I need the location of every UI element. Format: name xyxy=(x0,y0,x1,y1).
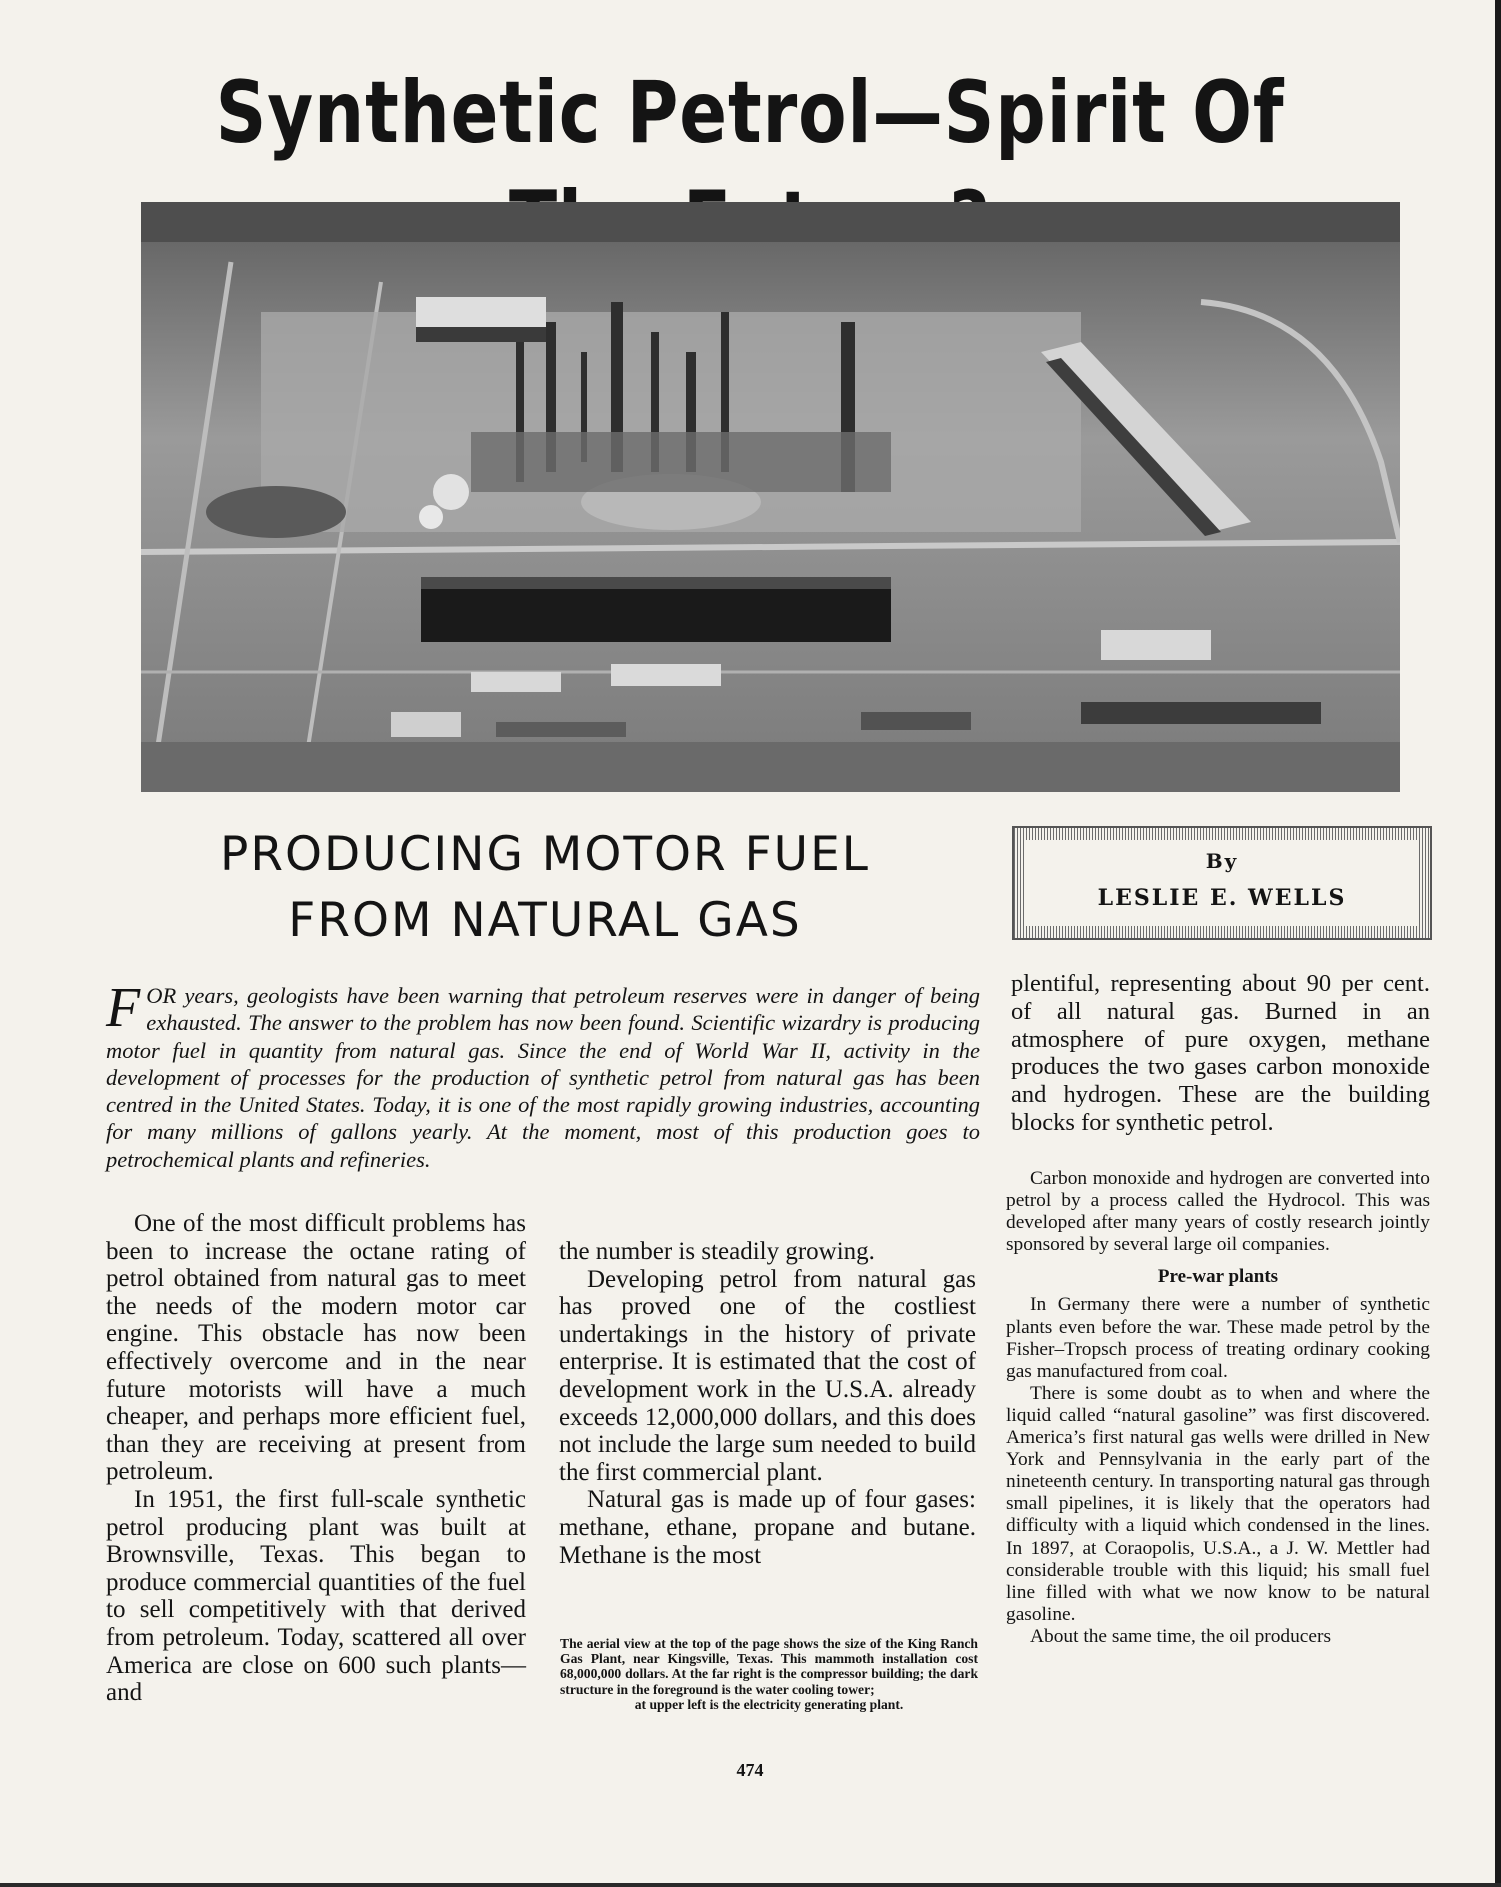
caption-last-line: at upper left is the electricity generating plant. xyxy=(634,1696,904,1712)
column-right-small xyxy=(1006,1168,1430,1648)
byline-inner xyxy=(1026,840,1418,926)
column-right-large xyxy=(1011,970,1430,1137)
headline xyxy=(110,822,980,954)
aerial-photo-illustration xyxy=(141,202,1400,792)
column-middle xyxy=(559,1238,976,1569)
caption-text: The aerial view at the top of the page shows the size of the King Ranch Gas Plant, near Kingsville, Texas. This mammoth installation cost 68,000,000 dollars. At the far right is the compressor building; the dark structure in the foreground is the water cooling tower; xyxy=(560,1636,978,1697)
byline-box xyxy=(1012,826,1432,940)
headline-line-2: FROM NATURAL GAS xyxy=(288,893,802,948)
column-left-paragraph: One of the most difficult problems has been to increase the octane rating of petrol obtained from natural gas to meet the needs of the modern motor car engine. This obstacle has now been effectively overcome and in the near future motorists will have a much cheaper, and perhaps more efficient fuel, than they are receiving at present from petroleum. xyxy=(106,1210,526,1486)
aerial-photo xyxy=(141,202,1400,792)
page-number: 474 xyxy=(736,1760,764,1780)
column-middle-paragraph: Developing petrol from natural gas has proved one of the costliest undertakings in the history of private enterprise. It is estimated that the cost of development work in the U.S.A. already exceeds 12,000,000 dollars, and this does not include the large sum needed to build the first commercial plant. xyxy=(559,1265,976,1486)
column-right-paragraph: Carbon monoxide and hydrogen are converted into petrol by a process called the Hydrocol. This was developed after many years of costly research jointly sponsored by several large oil companies. xyxy=(1006,1168,1430,1256)
column-left-paragraph: In 1951, the first full-scale synthetic petrol producing plant was built at Brownsville, Texas. This began to produce commercial quantities of the fuel to sell competitively with that derived from petroleum. Today, scattered all over America are close on 600 such plants—and xyxy=(106,1485,526,1707)
column-middle-paragraph: Natural gas is made up of four gases: methane, ethane, propane and butane. Methane is the most xyxy=(559,1486,976,1569)
byline-author: LESLIE E. WELLS xyxy=(1097,885,1347,911)
intro-paragraph xyxy=(106,977,980,1173)
column-right-paragraph: There is some doubt as to when and where the liquid called “natural gasoline” was first discovered. America’s first natural gas wells were drilled in New York and Pennsylvania in the early part of the nineteenth century. In transporting natural gas through small pipelines, it is likely that the operators had difficulty with a liquid which condensed in the lines. In 1897, at Coraopolis, U.S.A., a J. W. Mettler had considerable trouble with this liquid; his small fuel line filled with what we now know to be natural gasoline. xyxy=(1006,1382,1430,1625)
column-right-paragraph: About the same time, the oil producers xyxy=(1030,1625,1332,1647)
byline-by: By xyxy=(1205,849,1239,873)
intro-text: OR years, geologists have been warning that petroleum reserves were in danger of being exhausted. The answer to the problem has now been found. Scientific wizardry is producing motor fuel in quantity from natural gas. Since the end of World War II, activity in the development of processes for the production of synthetic petrol from natural gas has been centred in the United States. Today, it is one of the most rapidly growing industries, accounting for many millions of gallons yearly. At the moment, most of this production goes to petrochemical plants and refineries. xyxy=(106,983,980,1172)
page-edge xyxy=(1495,0,1501,1887)
page-title: Synthetic Petrol—Spirit Of xyxy=(215,63,1285,163)
headline-line-1: PRODUCING MOTOR FUEL xyxy=(220,827,870,882)
drop-cap: F xyxy=(106,977,141,1039)
photo-caption xyxy=(560,1636,978,1712)
page-edge-bottom xyxy=(0,1883,1501,1887)
column-left xyxy=(106,1210,526,1707)
column-right-paragraph: In Germany there were a number of synthetic plants even before the war. These made petrol by the Fisher–Tropsch process of treating ordinary cooking gas manufactured from coal. xyxy=(1006,1294,1430,1382)
column-middle-paragraph: the number is steadily growing. xyxy=(559,1238,875,1265)
column-right-large-paragraph: plentiful, representing about 90 per cent. of all natural gas. Burned in an atmosphere of pure oxygen, methane produces the two gases carbon monoxide and hydrogen. These are the building blocks for synthetic petrol. xyxy=(1011,970,1430,1136)
subheading: Pre-war plants xyxy=(1157,1266,1279,1288)
